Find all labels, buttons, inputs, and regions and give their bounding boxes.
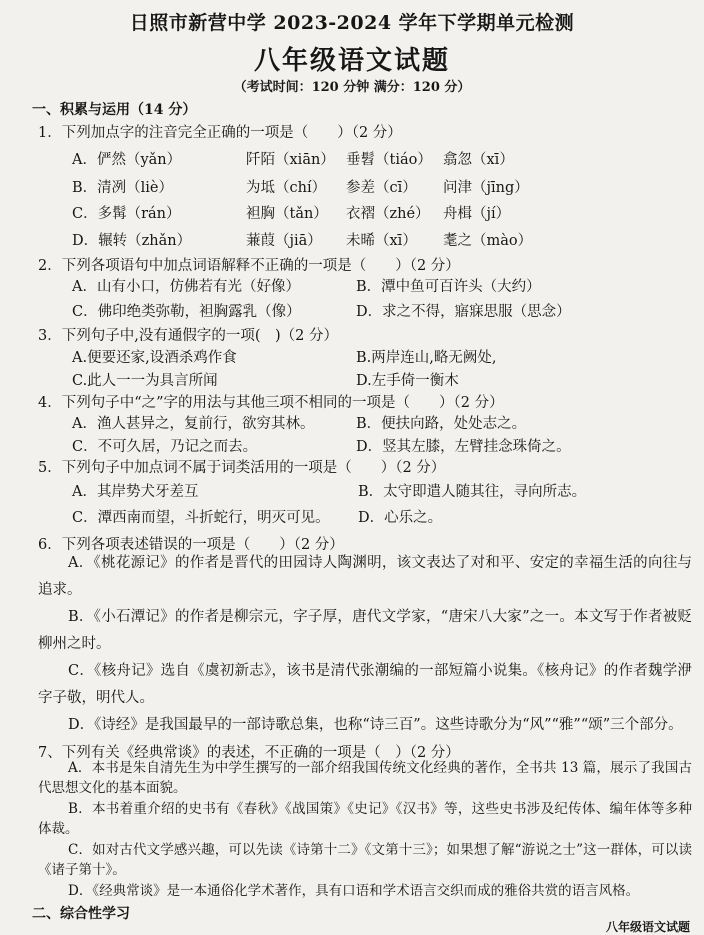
q2-option-b: B．潭中鱼可百许头（大约） (356, 279, 541, 295)
q1-option-b-2: 为坻（chí） (246, 180, 327, 196)
q1-option-a-4: 翕忽（xī） (443, 152, 514, 168)
q6-option-d: D．《诗经》是我国最早的一部诗歌总集，也称“诗三百”。这些诗歌分为“风”“雅”“颂”三个部分。 (68, 717, 683, 733)
q4-option-c: C．不可久居，乃记之而去。 (72, 439, 258, 455)
footer-label: 八年级语文试题 (605, 920, 690, 934)
q5-option-a: A．其岸势犬牙差互 (72, 484, 199, 500)
q6-option-a: A．《桃花源记》的作者是晋代的田园诗人陶渊明，该文表达了对和平、安定的幸福生活的向往与追求。 (38, 555, 692, 598)
q1-option-c-3: 衣褶（zhé） (346, 206, 430, 222)
q2-option-c: C．佛印绝类弥勒，袒胸露乳（像） (72, 304, 301, 320)
q5-option-b: B．太守即遣人随其往，寻向所志。 (358, 484, 587, 500)
q7-option-c: C．如对古代文学感兴趣，可以先读《诗第十二》《文第十三》；如果想了解“游说之士”这一群体，可以读《诸子第十》。 (38, 842, 692, 878)
question-3-stem: 3．下列句子中,没有通假字的一项( )（2 分） (38, 328, 338, 344)
q6-option-b: B．《小石潭记》的作者是柳宗元，字子厚，唐代文学家，“唐宋八大家”之一。本文写于作者被贬柳州之时。 (38, 609, 692, 652)
question-1-stem: 1．下列加点字的注音完全正确的一项是（ ）（2 分） (38, 125, 402, 141)
q1-option-b-4: 问津（jīng） (443, 180, 529, 196)
q1-option-a-2: 阡陌（xiān） (246, 152, 335, 168)
q1-option-d-4: 耄之（mào） (443, 233, 533, 249)
q4-option-b: B．便扶向路，处处志之。 (356, 416, 527, 432)
q3-option-b: B.两岸连山,略无阙处, (356, 350, 497, 366)
q1-option-b-1: B．清冽（liè） (72, 180, 174, 196)
question-6-stem: 6．下列各项表述错误的一项是（ ）（2 分） (38, 537, 344, 553)
question-2-stem: 2．下列各项语句中加点词语解释不正确的一项是（ ）（2 分） (38, 258, 460, 274)
q1-option-c-2: 袒胸（tǎn） (246, 206, 328, 222)
q2-option-a: A．山有小口，仿佛若有光（好像） (72, 279, 300, 295)
q4-option-d: D．竖其左膝，左臂挂念珠倚之。 (356, 439, 571, 455)
q1-option-a-1: A．俨然（yǎn） (72, 152, 182, 168)
q2-option-d: D．求之不得，寤寐思服（思念） (356, 304, 571, 320)
exam-info: （考试时间：120 分钟 满分：120 分） (233, 80, 471, 95)
question-7-stem: 7、下列有关《经典常谈》的表述，不正确的一项是（ ）（2 分） (38, 745, 460, 761)
q1-option-d-3: 未晞（xī） (346, 233, 417, 249)
question-4-stem: 4．下列句子中“之”字的用法与其他三项不相同的一项是（ ）（2 分） (38, 395, 504, 411)
q1-option-d-2: 蒹葭（jiā） (246, 233, 322, 249)
q3-option-c: C.此人一一为具言所闻 (72, 373, 218, 389)
q1-option-c-4: 舟楫（jí） (443, 206, 511, 222)
q1-option-a-3: 垂髫（tiáo） (346, 152, 432, 168)
exam-title: 八年级语文试题 (253, 46, 450, 76)
section-1-title: 一、积累与运用（14 分） (32, 102, 197, 118)
q6-option-c: C．《核舟记》选自《虞初新志》，该书是清代张潮编的一部短篇小说集。《核舟记》的作者魏学洢字子敬，明代人。 (38, 663, 692, 706)
q7-option-d: D．《经典常谈》是一本通俗化学术著作，具有口语和学术语言交织而成的雅俗共赏的语言风格。 (68, 883, 640, 899)
q3-option-d: D.左手倚一衡木 (356, 373, 459, 389)
q4-option-a: A．渔人甚异之，复前行，欲穷其林。 (72, 416, 315, 432)
q5-option-c: C．潭西南而望，斗折蛇行，明灭可见。 (72, 510, 330, 526)
q1-option-b-3: 参差（cī） (346, 180, 417, 196)
q1-option-c-1: C．多髯（rán） (72, 206, 181, 222)
q1-option-d-1: D．辗转（zhǎn） (72, 233, 192, 249)
q5-option-d: D．心乐之。 (358, 510, 443, 526)
q3-option-a: A.便要还家,设酒杀鸡作食 (72, 350, 237, 366)
school-title: 日照市新营中学 2023-2024 学年下学期单元检测 (129, 12, 575, 34)
q7-option-b: B．本书着重介绍的史书有《春秋》《战国策》《史记》《汉书》等，这些史书涉及纪传体、编年体等多种体裁。 (38, 801, 692, 837)
section-2-title: 二、综合性学习 (32, 906, 130, 922)
question-5-stem: 5．下列句子中加点词不属于词类活用的一项是（ ）（2 分） (38, 460, 446, 476)
q7-option-a: A．本书是朱自清先生为中学生撰写的一部介绍我国传统文化经典的著作，全书共 13 篇，展示了我国古代思想文化的基本面貌。 (38, 760, 692, 796)
